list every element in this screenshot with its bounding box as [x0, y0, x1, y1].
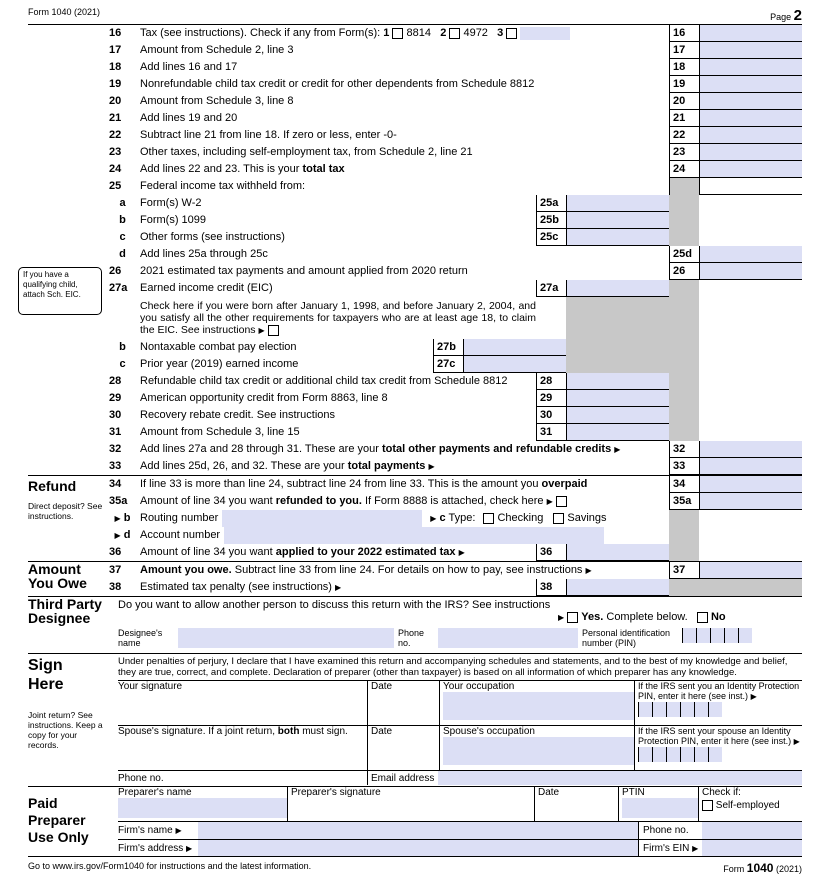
line-19-amount[interactable]	[699, 76, 802, 93]
line-25d: d Add lines 25a through 25c 25d	[105, 246, 802, 263]
line-27b-amount[interactable]	[463, 339, 566, 356]
refund-section	[28, 475, 802, 561]
spouse-signature[interactable]: Spouse's signature. If a joint return, both must sign.	[118, 726, 368, 770]
line-27c-amount[interactable]	[463, 356, 566, 373]
joint-return-note: Joint return? See instructions. Keep a copy for your records.	[28, 710, 103, 750]
spouse-occupation-input[interactable]	[443, 737, 634, 765]
email-input[interactable]	[438, 771, 802, 785]
line-25d-amount[interactable]	[699, 246, 802, 263]
your-signature[interactable]: Your signature	[118, 681, 368, 725]
firm-address-label: Firm's address ▶	[118, 840, 198, 856]
line-20: 20 Amount from Schedule 3, line 8 20	[105, 93, 802, 110]
line-25-group	[105, 195, 802, 246]
line-26-amount[interactable]	[699, 263, 802, 280]
line-32: 32 Add lines 27a and 28 through 31. These are your total other payments and refundable credits ▶ 32	[105, 441, 802, 458]
spouse-occupation: Spouse's occupation	[440, 726, 635, 770]
spouse-date[interactable]: Date	[368, 726, 440, 770]
line-28: 28 Refundable child tax credit or additional child tax credit from Schedule 8812 28	[105, 373, 669, 390]
third-party-title: Third Party Designee	[28, 596, 102, 626]
email-label: Email address	[371, 773, 435, 784]
checking-checkbox[interactable]	[483, 513, 494, 524]
line-21: 21 Add lines 19 and 20 21	[105, 110, 802, 127]
footer-instructions: Go to www.irs.gov/Form1040 for instructions and the latest information.	[28, 861, 312, 871]
line-27-group	[105, 280, 802, 373]
account-number-input[interactable]	[224, 527, 604, 544]
form-8814-checkbox[interactable]	[392, 28, 403, 39]
your-occupation-input[interactable]	[443, 692, 634, 720]
line-30: 30 Recovery rebate credit. See instructions 30	[105, 407, 669, 424]
third-party-section: Third Party Designee Do you want to allow another person to discuss this return with the IRS? See instructions ▶ Yes. Complete below. No Designee's name Phone no. Personal identification number (PIN)	[28, 596, 802, 653]
preparer-title: Paid Preparer Use Only	[28, 795, 89, 845]
preparer-section	[28, 786, 802, 857]
line-23-amount[interactable]	[699, 144, 802, 161]
firm-address-input[interactable]	[198, 840, 638, 856]
preparer-name-input[interactable]	[118, 798, 287, 818]
firm-ein-input[interactable]	[702, 840, 802, 856]
form-3-checkbox[interactable]	[506, 28, 517, 39]
preparer-signature[interactable]: Preparer's signature	[288, 787, 535, 821]
line-38: 38 Estimated tax penalty (see instructions) ▶ 38	[105, 579, 802, 596]
line-21-amount[interactable]	[699, 110, 802, 127]
line-38-amount[interactable]	[566, 579, 669, 596]
line-19: 19 Nonrefundable child tax credit or credit for other dependents from Schedule 8812 19	[105, 76, 802, 93]
designee-phone-input[interactable]	[438, 628, 578, 648]
form-label: Form 1040 (2021)	[28, 7, 101, 17]
form-footer	[28, 857, 802, 875]
line-33: 33 Add lines 25d, 26, and 32. These are your total payments ▶ 33	[105, 458, 802, 475]
line-20-amount[interactable]	[699, 93, 802, 110]
eic-callout: If you have a qualifying child, attach Sch. EIC.	[18, 267, 102, 315]
eic-age-checkbox[interactable]	[268, 325, 279, 336]
spouse-pin-input[interactable]	[638, 747, 722, 762]
line-27c: c Prior year (2019) earned income 27c	[105, 356, 669, 373]
routing-row: ▶ b Routing number ▶ c Type: Checking Savings	[105, 510, 669, 527]
line-18: 18 Add lines 16 and 17 18	[105, 59, 802, 76]
line-31: 31 Amount from Schedule 3, line 15 31	[105, 424, 669, 441]
form-3-input[interactable]	[520, 27, 570, 40]
penalty-statement: Under penalties of perjury, I declare that I have examined this return and accompanying schedules and statements, and to the best of my knowledge and belief, they are true, correct, and complete. Declaration of preparer (other than taxpayer) is based on all information of which preparer has any knowledge.	[118, 656, 788, 678]
line-17: 17 Amount from Schedule 2, line 3 17	[105, 42, 802, 59]
line-29-amount[interactable]	[566, 390, 669, 407]
line-35a: 35a Amount of line 34 you want refunded to you. If Form 8888 is attached, check here ▶ 35a	[105, 493, 802, 510]
spouse-pin: If the IRS sent your spouse an Identity Protection PIN, enter it here (see inst.) ▶	[635, 726, 802, 770]
line-25c-amount[interactable]	[566, 229, 669, 246]
designee-phone-label: Phone no.	[398, 628, 425, 648]
your-occupation: Your occupation	[440, 681, 635, 725]
preparer-name: Preparer's name	[118, 787, 288, 821]
tax-lines	[105, 25, 802, 475]
line-25: 25 Federal income tax withheld from:	[105, 178, 802, 195]
line-37-amount[interactable]	[699, 562, 802, 579]
line-35a-amount[interactable]	[699, 493, 802, 510]
line-36: 36 Amount of line 34 you want applied to your 2022 estimated tax ▶ 36	[105, 544, 669, 561]
firm-phone-input[interactable]	[702, 822, 802, 839]
line-18-amount[interactable]	[699, 59, 802, 76]
sign-title: Sign Here	[28, 657, 64, 693]
form-header	[28, 7, 802, 25]
self-employed-checkbox[interactable]	[702, 800, 713, 811]
line-34: 34 If line 33 is more than line 24, subtract line 24 from line 33. This is the amount you overpaid 34	[105, 476, 802, 493]
eic-age-check-text: Check here if you were born after January 1, 1998, and before January 2, 2004, and you satisfy all the other requirements for taxpayers who are at least age 18, to claim the EIC. See instructions ▶	[140, 297, 566, 339]
ptin: PTIN	[619, 787, 699, 821]
preparer-date[interactable]: Date	[535, 787, 619, 821]
account-row: ▶ d Account number	[105, 527, 669, 544]
line-25b: b Form(s) 1099 25b	[105, 212, 669, 229]
designee-name-label: Designee's name	[118, 628, 163, 648]
line-22: 22 Subtract line 21 from line 18. If zero or less, enter -0- 22	[105, 127, 802, 144]
routing-number-input[interactable]	[222, 510, 422, 527]
firm-ein-label: Firm's EIN ▶	[638, 840, 702, 856]
owe-title: Amount You Owe	[28, 561, 87, 591]
phone-label: Phone no.	[118, 771, 368, 785]
designee-name-input[interactable]	[178, 628, 394, 648]
designee-pin-input[interactable]	[682, 628, 752, 648]
owe-section	[28, 561, 802, 596]
firm-name-label: Firm's name ▶	[118, 822, 198, 839]
page-number: Page 2	[770, 7, 802, 24]
line-24-amount[interactable]	[699, 161, 802, 178]
designee-pin-label: Personal identification number (PIN)	[582, 628, 671, 648]
third-party-question: Do you want to allow another person to discuss this return with the IRS? See instructions	[118, 599, 551, 611]
designee-yes-checkbox[interactable]	[567, 612, 578, 623]
line-33-amount[interactable]	[699, 458, 802, 475]
sign-date[interactable]: Date	[368, 681, 440, 725]
line-25b-amount[interactable]	[566, 212, 669, 229]
line-26: 26 2021 estimated tax payments and amount applied from 2020 return 26	[105, 263, 802, 280]
line-16-amount[interactable]	[699, 25, 802, 42]
line-25a: a Form(s) W-2 25a	[105, 195, 669, 212]
line-22-amount[interactable]	[699, 127, 802, 144]
line-17-amount[interactable]	[699, 42, 802, 59]
line-24: 24 Add lines 22 and 23. This is your total tax 24	[105, 161, 802, 178]
ip-pin-input[interactable]	[638, 702, 722, 717]
line-16: 16 Tax (see instructions). Check if any from Form(s): 1 8814 2 4972 3 16	[105, 25, 802, 42]
refund-title: Refund	[28, 478, 77, 494]
check-if: Check if: Self-employed	[702, 787, 780, 812]
line-32-amount[interactable]	[699, 441, 802, 458]
line-27b: b Nontaxable combat pay election 27b	[105, 339, 669, 356]
line-27a-amount[interactable]	[566, 280, 669, 297]
line-34-amount[interactable]	[699, 476, 802, 493]
line-28-31-group	[105, 373, 802, 441]
line-37: 37 Amount you owe. Subtract line 33 from line 24. For details on how to pay, see instructions ▶ 37	[105, 562, 802, 579]
designee-no-checkbox[interactable]	[697, 612, 708, 623]
ip-pin: If the IRS sent you an Identity Protection PIN, enter it here (see inst.) ▶	[635, 681, 802, 725]
line-27a: 27a Earned income credit (EIC) 27a	[105, 280, 669, 297]
firm-phone-label: Phone no.	[638, 822, 702, 839]
sign-section	[28, 653, 802, 786]
firm-name-input[interactable]	[198, 822, 638, 839]
ptin-input[interactable]	[622, 798, 698, 818]
footer-form-id: Form 1040 (2021)	[723, 861, 802, 875]
line-29: 29 American opportunity credit from Form 8863, line 8 29	[105, 390, 669, 407]
line-31-amount[interactable]	[566, 424, 669, 441]
form-8888-checkbox[interactable]	[556, 496, 567, 507]
savings-checkbox[interactable]	[553, 513, 564, 524]
direct-deposit-note: Direct deposit? See instructions.	[28, 501, 103, 521]
line-30-amount[interactable]	[566, 407, 669, 424]
line-25c: c Other forms (see instructions) 25c	[105, 229, 669, 246]
line-25a-amount[interactable]	[566, 195, 669, 212]
form-4972-checkbox[interactable]	[449, 28, 460, 39]
line-28-amount[interactable]	[566, 373, 669, 390]
line-23: 23 Other taxes, including self-employment tax, from Schedule 2, line 21 23	[105, 144, 802, 161]
line-36-amount[interactable]	[566, 544, 669, 561]
